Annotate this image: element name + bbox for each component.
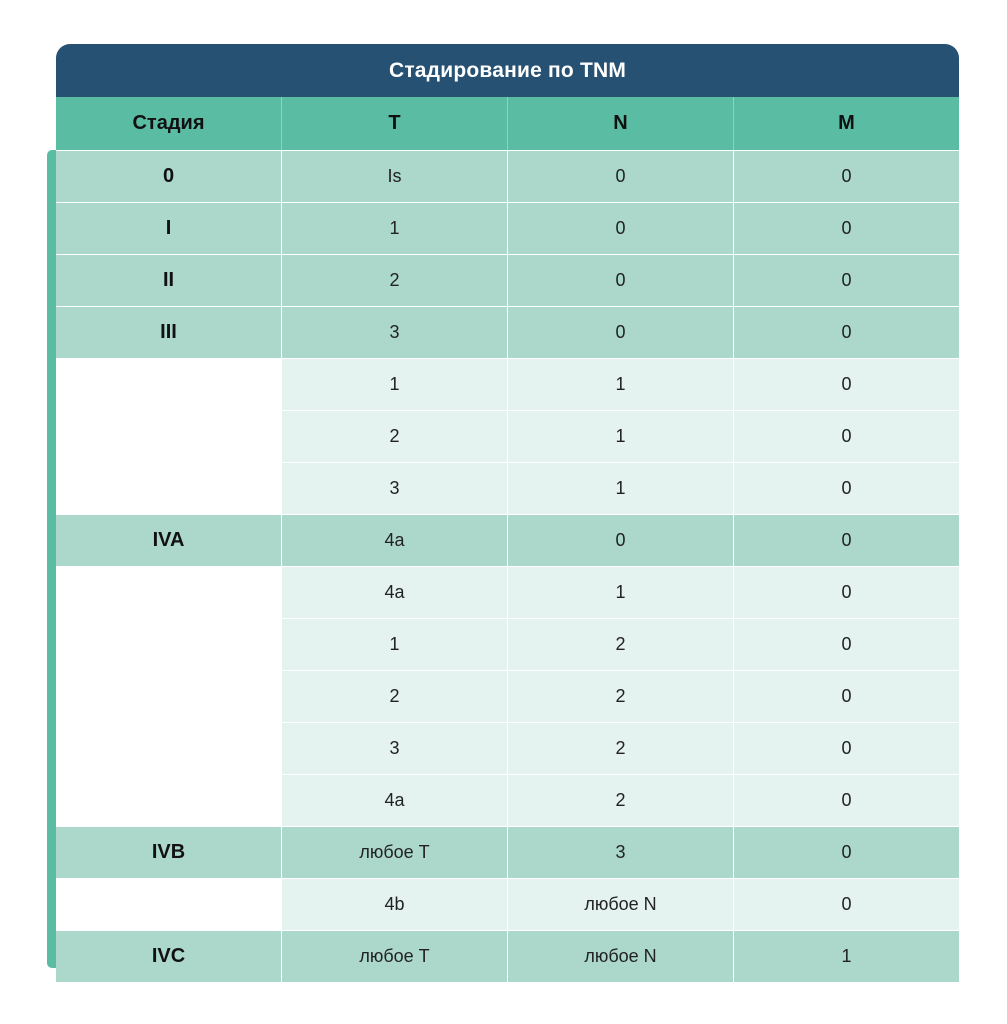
tnm-staging-table (56, 44, 959, 982)
t-cell: 2 (282, 255, 508, 306)
header-m: M (838, 112, 855, 134)
stage-cell (56, 359, 282, 410)
t-cell: 4a (282, 775, 508, 826)
table-row (56, 514, 959, 566)
table-row (56, 878, 959, 930)
t-cell: 3 (282, 463, 508, 514)
t-cell: 3 (282, 723, 508, 774)
t-cell: 1 (282, 359, 508, 410)
m-cell: 0 (734, 567, 959, 618)
stage-cell (56, 567, 282, 618)
t-cell: любое T (282, 827, 508, 878)
table-row (56, 670, 959, 722)
t-cell: 2 (282, 411, 508, 462)
n-cell: 2 (508, 723, 734, 774)
table-row (56, 202, 959, 254)
header-n: N (508, 97, 734, 150)
m-cell: 0 (734, 307, 959, 358)
stage-cell: III (56, 307, 282, 358)
n-cell: 1 (508, 463, 734, 514)
table-body (56, 150, 959, 982)
table-row (56, 774, 959, 826)
m-cell: 0 (734, 515, 959, 566)
table-header-row (56, 97, 959, 150)
stage-cell: IVC (56, 931, 282, 982)
table-accent-bar (47, 150, 56, 968)
stage-cell: I (56, 203, 282, 254)
m-cell: 0 (734, 671, 959, 722)
header-stage: Стадия (56, 97, 282, 150)
n-cell: 0 (508, 203, 734, 254)
table-row (56, 150, 959, 202)
m-cell: 0 (734, 255, 959, 306)
t-cell: 1 (282, 203, 508, 254)
n-cell: любое N (508, 931, 734, 982)
t-cell: 4a (282, 567, 508, 618)
t-cell: 1 (282, 619, 508, 670)
t-cell: 3 (282, 307, 508, 358)
stage-cell (56, 671, 282, 722)
table-row (56, 358, 959, 410)
table-row (56, 254, 959, 306)
stage-cell (56, 463, 282, 514)
t-cell: любое T (282, 931, 508, 982)
stage-cell (56, 723, 282, 774)
t-cell: 4a (282, 515, 508, 566)
m-cell: 0 (734, 619, 959, 670)
t-cell: 2 (282, 671, 508, 722)
stage-cell (56, 775, 282, 826)
table-row (56, 306, 959, 358)
table-row (56, 566, 959, 618)
m-cell: 0 (734, 359, 959, 410)
n-cell: 1 (508, 411, 734, 462)
header-t: T (282, 97, 508, 150)
n-cell: 1 (508, 359, 734, 410)
n-cell: 0 (508, 255, 734, 306)
n-cell: 2 (508, 775, 734, 826)
n-cell: 0 (508, 151, 734, 202)
m-cell: 0 (734, 411, 959, 462)
m-cell: 0 (734, 151, 959, 202)
n-cell: 2 (508, 671, 734, 722)
m-cell: 0 (734, 723, 959, 774)
m-cell: 0 (734, 879, 959, 930)
stage-cell (56, 411, 282, 462)
table-row (56, 930, 959, 982)
n-cell: 2 (508, 619, 734, 670)
n-cell: 1 (508, 567, 734, 618)
m-cell: 1 (734, 931, 959, 982)
t-cell: Is (282, 151, 508, 202)
table-row (56, 410, 959, 462)
table-row (56, 826, 959, 878)
stage-cell: IVA (56, 515, 282, 566)
stage-cell: II (56, 255, 282, 306)
n-cell: 3 (508, 827, 734, 878)
t-cell: 4b (282, 879, 508, 930)
n-cell: 0 (508, 307, 734, 358)
m-cell: 0 (734, 203, 959, 254)
stage-cell (56, 619, 282, 670)
table-row (56, 462, 959, 514)
table-title: Стадирование по TNM (56, 44, 959, 97)
n-cell: любое N (508, 879, 734, 930)
m-cell: 0 (734, 775, 959, 826)
stage-cell (56, 879, 282, 930)
stage-cell: IVB (56, 827, 282, 878)
n-cell: 0 (508, 515, 734, 566)
table-row (56, 618, 959, 670)
m-cell: 0 (734, 463, 959, 514)
table-row (56, 722, 959, 774)
stage-cell: 0 (56, 151, 282, 202)
m-cell: 0 (734, 827, 959, 878)
